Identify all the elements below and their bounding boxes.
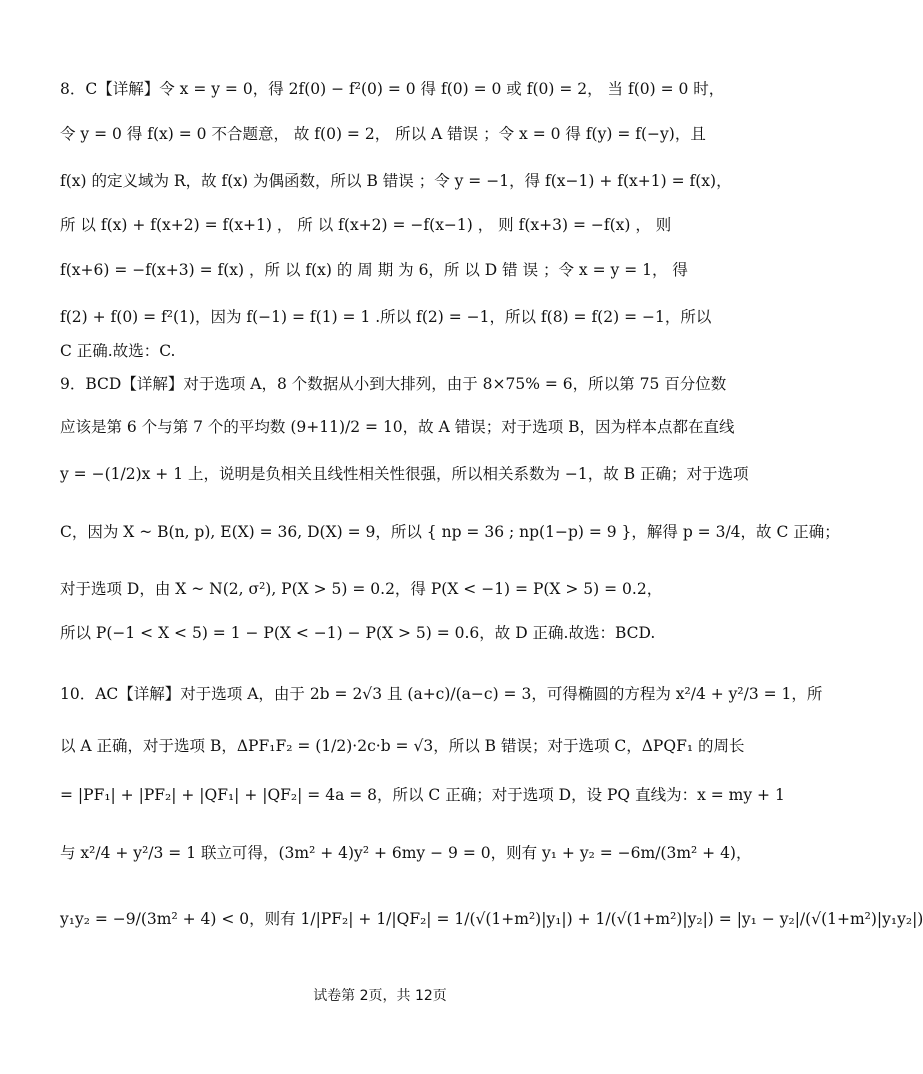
text-line: C 正确.故选：C.: [60, 342, 176, 360]
text-line: 所以 P(−1 < X < 5) = 1 − P(X < −1) − P(X > 5) = 0.6，故 D 正确.故选：BCD.: [60, 624, 656, 642]
text-line: 对于选项 D，由 X ~ N(2, σ²), P(X > 5) = 0.2，得 P(X < −1) = P(X > 5) = 0.2，: [60, 580, 663, 598]
text-line: f(x+6) = −f(x+3) = f(x) ，所 以 f(x) 的 周 期 为 6，所 以 D 错 误 ；令 x = y = 1， 得: [60, 261, 688, 279]
text-line: f(x) 的定义域为 R，故 f(x) 为偶函数，所以 B 错误 ；令 y = −1，得 f(x−1) + f(x+1) = f(x)，: [60, 172, 732, 190]
page-footer: 试卷第 2页，共 12页: [313, 988, 447, 1004]
text-line: f(2) + f(0) = f²(1)，因为 f(−1) = f(1) = 1 .所以 f(2) = −1，所以 f(8) = f(2) = −1，所以: [60, 308, 712, 326]
text-line: 8．C【详解】令 x = y = 0，得 2f(0) − f²(0) = 0 得 f(0) = 0 或 f(0) = 2， 当 f(0) = 0 时，: [60, 80, 725, 98]
text-line: 以 A 正确，对于选项 B，ΔPF₁F₂ = (1/2)·2c·b = √3，所以 B 错误；对于选项 C，ΔPQF₁ 的周长: [60, 737, 745, 755]
text-line: 所 以 f(x) + f(x+2) = f(x+1) ， 所 以 f(x+2) = −f(x−1) ， 则 f(x+3) = −f(x) ， 则: [60, 216, 672, 234]
text-line: = |PF₁| + |PF₂| + |QF₁| + |QF₂| = 4a = 8，所以 C 正确；对于选项 D，设 PQ 直线为：x = my + 1: [60, 786, 785, 804]
text-line: 与 x²/4 + y²/3 = 1 联立可得，(3m² + 4)y² + 6my − 9 = 0，则有 y₁ + y₂ = −6m/(3m² + 4)，: [60, 844, 752, 862]
text-line: 应该是第 6 个与第 7 个的平均数 (9+11)/2 = 10，故 A 错误；对于选项 B，因为样本点都在直线: [60, 418, 735, 436]
text-line: y = −(1/2)x + 1 上，说明是负相关且线性相关性很强，所以相关系数为 −1，故 B 正确；对于选项: [60, 465, 749, 483]
text-line: y₁y₂ = −9/(3m² + 4) < 0，则有 1/|PF₂| + 1/|QF₂| = 1/(√(1+m²)|y₁|) + 1/(√(1+m²)|y₂|) = |y₁ − y₂|/(√(1+m²)|y₁y₂|): [60, 910, 923, 928]
text-line: C，因为 X ~ B(n, p), E(X) = 36, D(X) = 9，所以 { np = 36 ; np(1−p) = 9 }，解得 p = 3/4，故 C 正确；: [60, 523, 840, 541]
text-line: 令 y = 0 得 f(x) = 0 不合题意， 故 f(0) = 2， 所以 A 错误 ；令 x = 0 得 f(y) = f(−y)，且: [60, 125, 706, 143]
text-line: 9．BCD【详解】对于选项 A，8 个数据从小到大排列，由于 8×75% = 6，所以第 75 百分位数: [60, 375, 727, 393]
text-line: 10．AC【详解】对于选项 A，由于 2b = 2√3 且 (a+c)/(a−c) = 3，可得椭圆的方程为 x²/4 + y²/3 = 1，所: [60, 685, 823, 703]
